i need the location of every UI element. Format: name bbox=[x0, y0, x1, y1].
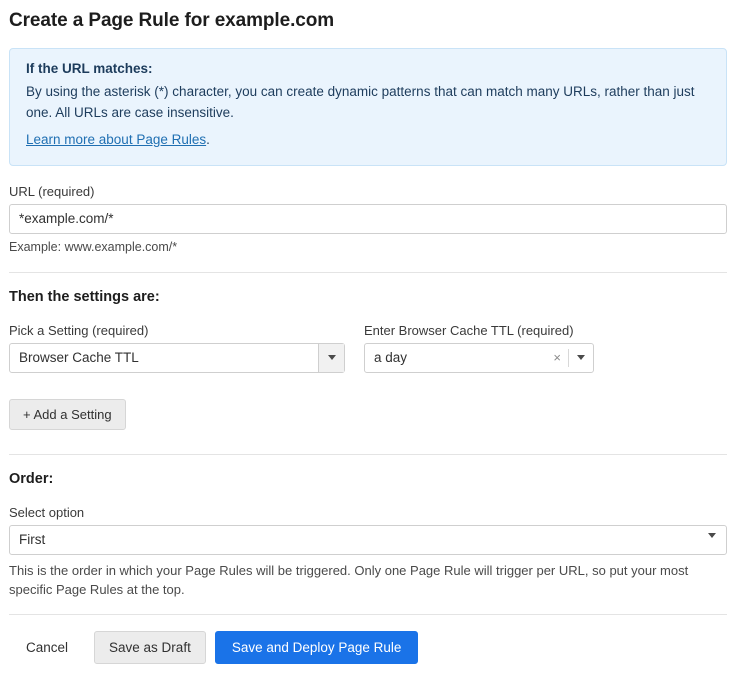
footer-actions bbox=[9, 631, 736, 664]
callout-body: By using the asterisk (*) character, you can create dynamic patterns that can match many URLs, rather than just one. All URLs are case insensitive. bbox=[26, 84, 695, 120]
ttl-column bbox=[364, 305, 727, 373]
callout-link-suffix: . bbox=[206, 131, 210, 147]
url-field-label: URL (required) bbox=[9, 183, 95, 199]
ttl-select-value: a day bbox=[374, 350, 408, 366]
order-select-value: First bbox=[19, 532, 46, 548]
order-select[interactable] bbox=[9, 525, 727, 555]
order-hint: This is the order in which your Page Rules will be triggered. Only one Page Rule will trigger per URL, so put your most specific Page Rules at the top. bbox=[9, 562, 689, 598]
divider-settings bbox=[9, 272, 727, 273]
add-setting-button[interactable]: + Add a Setting bbox=[9, 399, 126, 430]
url-field-hint: Example: www.example.com/* bbox=[9, 239, 178, 254]
divider-order bbox=[9, 454, 727, 455]
order-heading: Order: bbox=[9, 470, 54, 487]
save-as-draft-button[interactable]: Save as Draft bbox=[94, 631, 206, 664]
order-label: Select option bbox=[9, 504, 85, 520]
setting-select-value: Browser Cache TTL bbox=[19, 350, 139, 366]
save-and-deploy-button[interactable]: Save and Deploy Page Rule bbox=[215, 631, 419, 664]
learn-more-link[interactable]: Learn more about Page Rules bbox=[26, 131, 207, 147]
setting-column bbox=[9, 305, 364, 373]
callout-heading: If the URL matches: bbox=[26, 61, 153, 76]
settings-heading: Then the settings are: bbox=[9, 288, 160, 305]
page-title: Create a Page Rule for example.com bbox=[9, 10, 335, 31]
ttl-label: Enter Browser Cache TTL (required) bbox=[364, 322, 574, 338]
setting-select[interactable] bbox=[9, 343, 345, 373]
settings-row bbox=[9, 305, 727, 373]
chevron-down-icon[interactable] bbox=[708, 538, 716, 553]
setting-label: Pick a Setting (required) bbox=[9, 322, 149, 338]
url-input[interactable] bbox=[9, 204, 727, 234]
divider-footer bbox=[9, 614, 727, 615]
url-match-callout bbox=[9, 48, 727, 166]
clear-icon[interactable]: × bbox=[553, 350, 561, 366]
cancel-button[interactable]: Cancel bbox=[9, 631, 85, 664]
chevron-down-icon[interactable] bbox=[318, 344, 344, 372]
chevron-down-icon[interactable] bbox=[569, 355, 593, 360]
ttl-select[interactable] bbox=[364, 343, 594, 373]
